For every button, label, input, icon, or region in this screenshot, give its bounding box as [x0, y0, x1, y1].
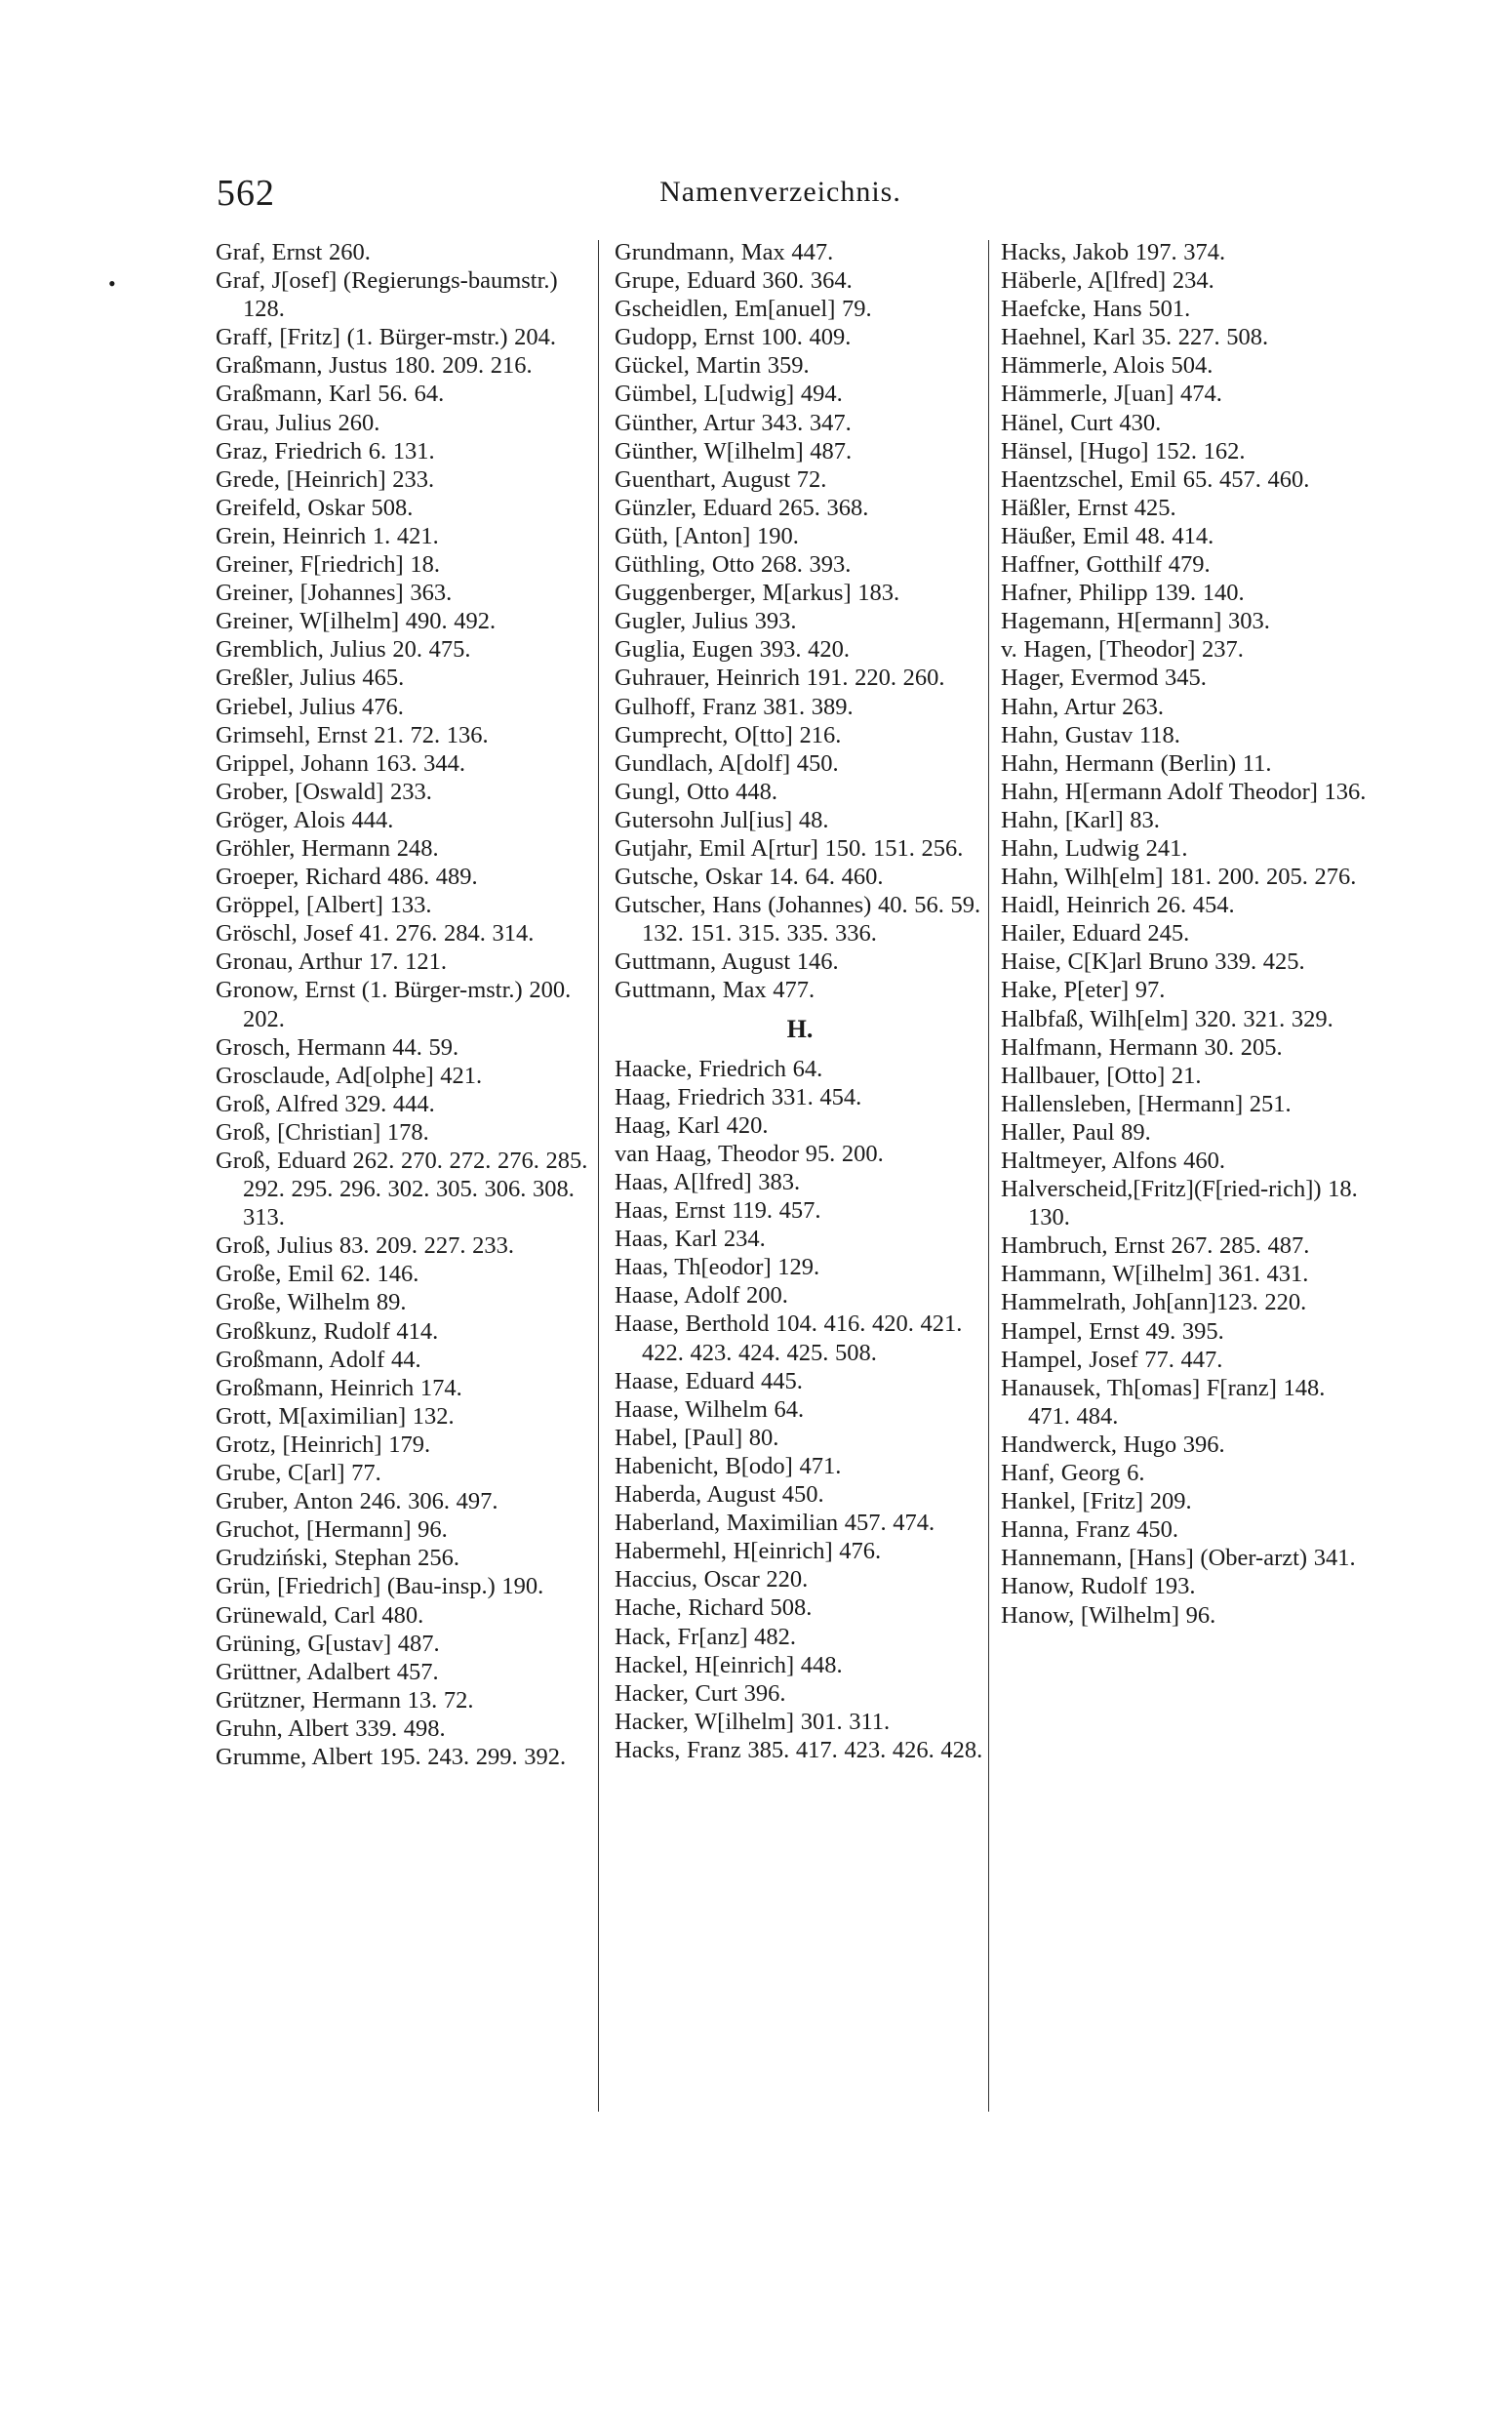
index-entry: Haas, A[lfred] 383. [615, 1169, 801, 1195]
index-entry: Hallensleben, [Hermann] 251. [1001, 1090, 1292, 1117]
index-entry: Hahn, H[ermann Adolf Theodor] 136. [1001, 778, 1367, 805]
index-entry: Hambruch, Ernst 267. 285. 487. [1001, 1232, 1310, 1260]
index-entry: Groß, Alfred 329. 444. [216, 1090, 435, 1117]
index-entry: Grott, M[aximilian] 132. [216, 1402, 455, 1430]
index-entry: Gröger, Alois 444. [216, 806, 394, 833]
index-entry: Hacker, W[ilhelm] 301. 311. [615, 1708, 891, 1735]
index-entry: Haberda, August 450. [615, 1481, 824, 1509]
index-entry: Gundlach, A[dolf] 450. [615, 749, 839, 777]
index-entry: Gudopp, Ernst 100. 409. [615, 324, 852, 351]
column-rule-1 [598, 240, 599, 2112]
index-entry: Grube, C[arl] 77. [216, 1460, 381, 1487]
index-entry: Hämmerle, Alois 504. [1001, 352, 1214, 380]
index-column-3 [1001, 238, 1372, 1630]
index-entry: Graff, [Fritz] (1. Bürger-mstr.) 204. [216, 324, 556, 351]
index-entry: Halfmann, Hermann 30. 205. [1001, 1033, 1283, 1061]
index-entry: Guttmann, Max 477. [615, 977, 816, 1004]
index-entry: Hahn, Wilh[elm] 181. 200. 205. 276. [1001, 864, 1357, 891]
index-entry: Grünewald, Carl 480. [216, 1601, 424, 1629]
index-entry: Gscheidlen, Em[anuel] 79. [615, 296, 872, 323]
index-entry: Haas, Th[eodor] 129. [615, 1254, 820, 1281]
index-entry: Hahn, Artur 263. [1001, 693, 1165, 720]
index-entry: Haase, Berthold 104. 416. 420. 421. 422. 423. 424. 425. 508. [615, 1311, 963, 1366]
index-entry: Haas, Ernst 119. 457. [615, 1197, 821, 1225]
index-entry: Gruber, Anton 246. 306. 497. [216, 1488, 498, 1515]
index-entry: Handwerck, Hugo 396. [1001, 1431, 1225, 1458]
index-entry: Grün, [Friedrich] (Bau-insp.) 190. [216, 1573, 544, 1600]
index-entry: Güth, [Anton] 190. [615, 522, 799, 549]
index-entry: Habel, [Paul] 80. [615, 1424, 779, 1451]
index-entry: Grundmann, Max 447. [615, 239, 834, 265]
index-entry: Grein, Heinrich 1. 421. [216, 522, 439, 549]
index-entry: Häußer, Emil 48. 414. [1001, 522, 1214, 549]
index-entry: Gröhler, Hermann 248. [216, 834, 439, 862]
index-entry: Große, Emil 62. 146. [216, 1261, 419, 1288]
index-entry: Hanf, Georg 6. [1001, 1460, 1145, 1487]
index-entry: Gröppel, [Albert] 133. [216, 892, 432, 919]
index-entry: Gumprecht, O[tto] 216. [615, 721, 842, 748]
index-entry: Hänsel, [Hugo] 152. 162. [1001, 437, 1246, 464]
index-entry: Gutersohn Jul[ius] 48. [615, 806, 829, 833]
index-entry: Haase, Wilhelm 64. [615, 1395, 805, 1423]
index-entry: Gremblich, Julius 20. 475. [216, 636, 471, 664]
index-entry: Großmann, Adolf 44. [216, 1346, 421, 1373]
index-entry: Grupe, Eduard 360. 364. [615, 267, 853, 295]
index-entry: Hacks, Franz 385. 417. 423. 426. 428. [615, 1736, 983, 1763]
index-entry: Groeper, Richard 486. 489. [216, 864, 478, 891]
column-rule-2 [988, 240, 989, 2112]
index-entry: Greiner, F[riedrich] 18. [216, 551, 440, 579]
index-entry: Haidl, Heinrich 26. 454. [1001, 892, 1235, 919]
index-entry: Gungl, Otto 448. [615, 778, 778, 805]
index-entry: Grimsehl, Ernst 21. 72. 136. [216, 721, 489, 748]
index-entry: Hanow, [Wilhelm] 96. [1001, 1601, 1216, 1629]
index-entry: Haag, Friedrich 331. 454. [615, 1083, 862, 1110]
index-column-2 [615, 238, 985, 1764]
index-entry: Hanausek, Th[omas] F[ranz] 148. 471. 484. [1001, 1374, 1326, 1430]
index-entry: Hager, Evermod 345. [1001, 665, 1207, 692]
index-entry: van Haag, Theodor 95. 200. [615, 1140, 884, 1167]
index-entry: Grede, [Heinrich] 233. [216, 465, 435, 493]
index-entry: Greßler, Julius 465. [216, 665, 405, 692]
index-entry: Haberland, Maximilian 457. 474. [615, 1510, 935, 1537]
index-entry: Haase, Adolf 200. [615, 1282, 788, 1310]
index-entry: Hanna, Franz 450. [1001, 1516, 1178, 1544]
index-entry: Gutjahr, Emil A[rtur] 150. 151. 256. [615, 834, 964, 862]
index-column-1 [216, 238, 591, 1771]
index-entry: Graf, J[osef] (Regierungs-baumstr.) 128. [216, 267, 558, 323]
index-entry: Halbfaß, Wilh[elm] 320. 321. 329. [1001, 1005, 1333, 1032]
index-entry: Hagemann, H[ermann] 303. [1001, 608, 1270, 635]
index-entry: Großmann, Heinrich 174. [216, 1374, 462, 1401]
section-heading: H. [786, 1014, 814, 1043]
index-entry: Haacke, Friedrich 64. [615, 1055, 823, 1082]
index-entry: Hackel, H[einrich] 448. [615, 1651, 843, 1678]
index-entry: Guenthart, August 72. [615, 465, 827, 493]
margin-mark: • [108, 271, 116, 296]
index-entry: Hack, Fr[anz] 482. [615, 1623, 797, 1650]
index-entry: Haas, Karl 234. [615, 1226, 766, 1253]
index-entry: Hampel, Ernst 49. 395. [1001, 1317, 1224, 1345]
index-entry: Hache, Richard 508. [615, 1594, 813, 1622]
index-entry: Haise, C[K]arl Bruno 339. 425. [1001, 948, 1305, 976]
index-entry: Groß, Eduard 262. 270. 272. 276. 285. 292. 295. 296. 302. 305. 306. 308. 313. [216, 1148, 588, 1231]
index-entry: Haehnel, Karl 35. 227. 508. [1001, 324, 1269, 351]
index-entry: Hammann, W[ilhelm] 361. 431. [1001, 1261, 1309, 1288]
index-entry: Hanow, Rudolf 193. [1001, 1573, 1196, 1600]
index-entry: Groß, Julius 83. 209. 227. 233. [216, 1232, 515, 1260]
index-entry: Groß, [Christian] 178. [216, 1118, 429, 1146]
index-entry: Guhrauer, Heinrich 191. 220. 260. [615, 665, 945, 692]
index-entry: Gronau, Arthur 17. 121. [216, 948, 447, 976]
index-entry: Hake, P[eter] 97. [1001, 977, 1166, 1004]
index-entry: Hacker, Curt 396. [615, 1679, 786, 1707]
index-entry: Graßmann, Karl 56. 64. [216, 381, 445, 408]
index-entry: Großkunz, Rudolf 414. [216, 1317, 439, 1345]
index-entry: Grosclaude, Ad[olphe] 421. [216, 1062, 483, 1089]
index-entry: Guglia, Eugen 393. 420. [615, 636, 851, 664]
index-entry: Grotz, [Heinrich] 179. [216, 1431, 431, 1458]
page-number: 562 [217, 173, 275, 214]
index-entry: Gutscher, Hans (Johannes) 40. 56. 59. 132. 151. 315. 335. 336. [615, 892, 981, 948]
index-entry: Halverscheid,[Fritz](F[ried-rich]) 18. 130. [1001, 1176, 1358, 1231]
index-entry: Hallbauer, [Otto] 21. [1001, 1062, 1202, 1089]
index-entry: Günzler, Eduard 265. 368. [615, 494, 869, 521]
index-entry: Hankel, [Fritz] 209. [1001, 1488, 1192, 1515]
index-entry: Grippel, Johann 163. 344. [216, 749, 465, 777]
index-entry: Haentzschel, Emil 65. 457. 460. [1001, 465, 1310, 493]
index-entry: Graz, Friedrich 6. 131. [216, 437, 435, 464]
index-entry: Guttmann, August 146. [615, 948, 839, 976]
index-entry: Hänel, Curt 430. [1001, 409, 1162, 436]
index-entry: Gröschl, Josef 41. 276. 284. 314. [216, 920, 535, 948]
index-entry: Graf, Ernst 260. [216, 239, 371, 265]
index-entry: Grützner, Hermann 13. 72. [216, 1686, 474, 1714]
index-entry: Große, Wilhelm 89. [216, 1289, 407, 1316]
index-entry: Haltmeyer, Alfons 460. [1001, 1148, 1226, 1174]
index-entry: Gümbel, L[udwig] 494. [615, 381, 843, 408]
index-entry: Gückel, Martin 359. [615, 352, 810, 380]
index-entry: Günther, Artur 343. 347. [615, 409, 852, 436]
index-entry: Hahn, [Karl] 83. [1001, 806, 1160, 833]
index-entry: Grober, [Oswald] 233. [216, 778, 432, 805]
index-entry: Haller, Paul 89. [1001, 1118, 1151, 1146]
index-entry: Hafner, Philipp 139. 140. [1001, 580, 1245, 607]
index-entry: Haase, Eduard 445. [615, 1367, 803, 1394]
index-entry: Habermehl, H[einrich] 476. [615, 1538, 882, 1565]
index-entry: Hahn, Hermann (Berlin) 11. [1001, 749, 1272, 777]
index-entry: Hailer, Eduard 245. [1001, 920, 1190, 948]
index-entry: Greifeld, Oskar 508. [216, 494, 414, 521]
index-entry: Hahn, Gustav 118. [1001, 721, 1180, 748]
index-entry: Hämmerle, J[uan] 474. [1001, 381, 1222, 408]
index-entry: Griebel, Julius 476. [216, 693, 404, 720]
index-entry: Gruchot, [Hermann] 96. [216, 1516, 448, 1544]
index-entry: Hahn, Ludwig 241. [1001, 834, 1188, 862]
page-header: Namenverzeichnis. [659, 176, 901, 208]
index-entry: Gruhn, Albert 339. 498. [216, 1714, 446, 1742]
index-entry: Graßmann, Justus 180. 209. 216. [216, 352, 533, 380]
index-entry: Gronow, Ernst (1. Bürger-mstr.) 200. 202. [216, 977, 572, 1032]
index-entry: Grosch, Hermann 44. 59. [216, 1033, 459, 1061]
index-entry: Gutsche, Oskar 14. 64. 460. [615, 864, 884, 891]
index-entry: Haffner, Gotthilf 479. [1001, 551, 1211, 579]
index-entry: Hacks, Jakob 197. 374. [1001, 239, 1226, 265]
index-entry: Haefcke, Hans 501. [1001, 296, 1191, 323]
index-entry: Grudziński, Stephan 256. [216, 1545, 460, 1572]
index-entry: Hannemann, [Hans] (Ober-arzt) 341. [1001, 1545, 1356, 1572]
index-entry: Guggenberger, M[arkus] 183. [615, 580, 900, 607]
index-entry: Greiner, W[ilhelm] 490. 492. [216, 608, 497, 635]
index-entry: Günther, W[ilhelm] 487. [615, 437, 853, 464]
index-entry: Grüning, G[ustav] 487. [216, 1630, 440, 1657]
index-entry: Grumme, Albert 195. 243. 299. 392. [216, 1743, 567, 1770]
index-entry: Hampel, Josef 77. 447. [1001, 1346, 1223, 1373]
index-entry: Grau, Julius 260. [216, 409, 380, 436]
index-entry: Güthling, Otto 268. 393. [615, 551, 852, 579]
index-entry: Habenicht, B[odo] 471. [615, 1452, 842, 1479]
index-entry: Grüttner, Adalbert 457. [216, 1658, 439, 1685]
index-entry: Hammelrath, Joh[ann]123. 220. [1001, 1289, 1307, 1316]
index-entry: Häberle, A[lfred] 234. [1001, 267, 1214, 295]
index-entry: Haccius, Oscar 220. [615, 1566, 809, 1593]
index-entry: v. Hagen, [Theodor] 237. [1001, 636, 1244, 664]
index-entry: Gugler, Julius 393. [615, 608, 797, 635]
index-entry: Häßler, Ernst 425. [1001, 494, 1176, 521]
index-entry: Gulhoff, Franz 381. 389. [615, 693, 854, 720]
index-entry: Haag, Karl 420. [615, 1111, 769, 1139]
index-entry: Greiner, [Johannes] 363. [216, 580, 453, 607]
